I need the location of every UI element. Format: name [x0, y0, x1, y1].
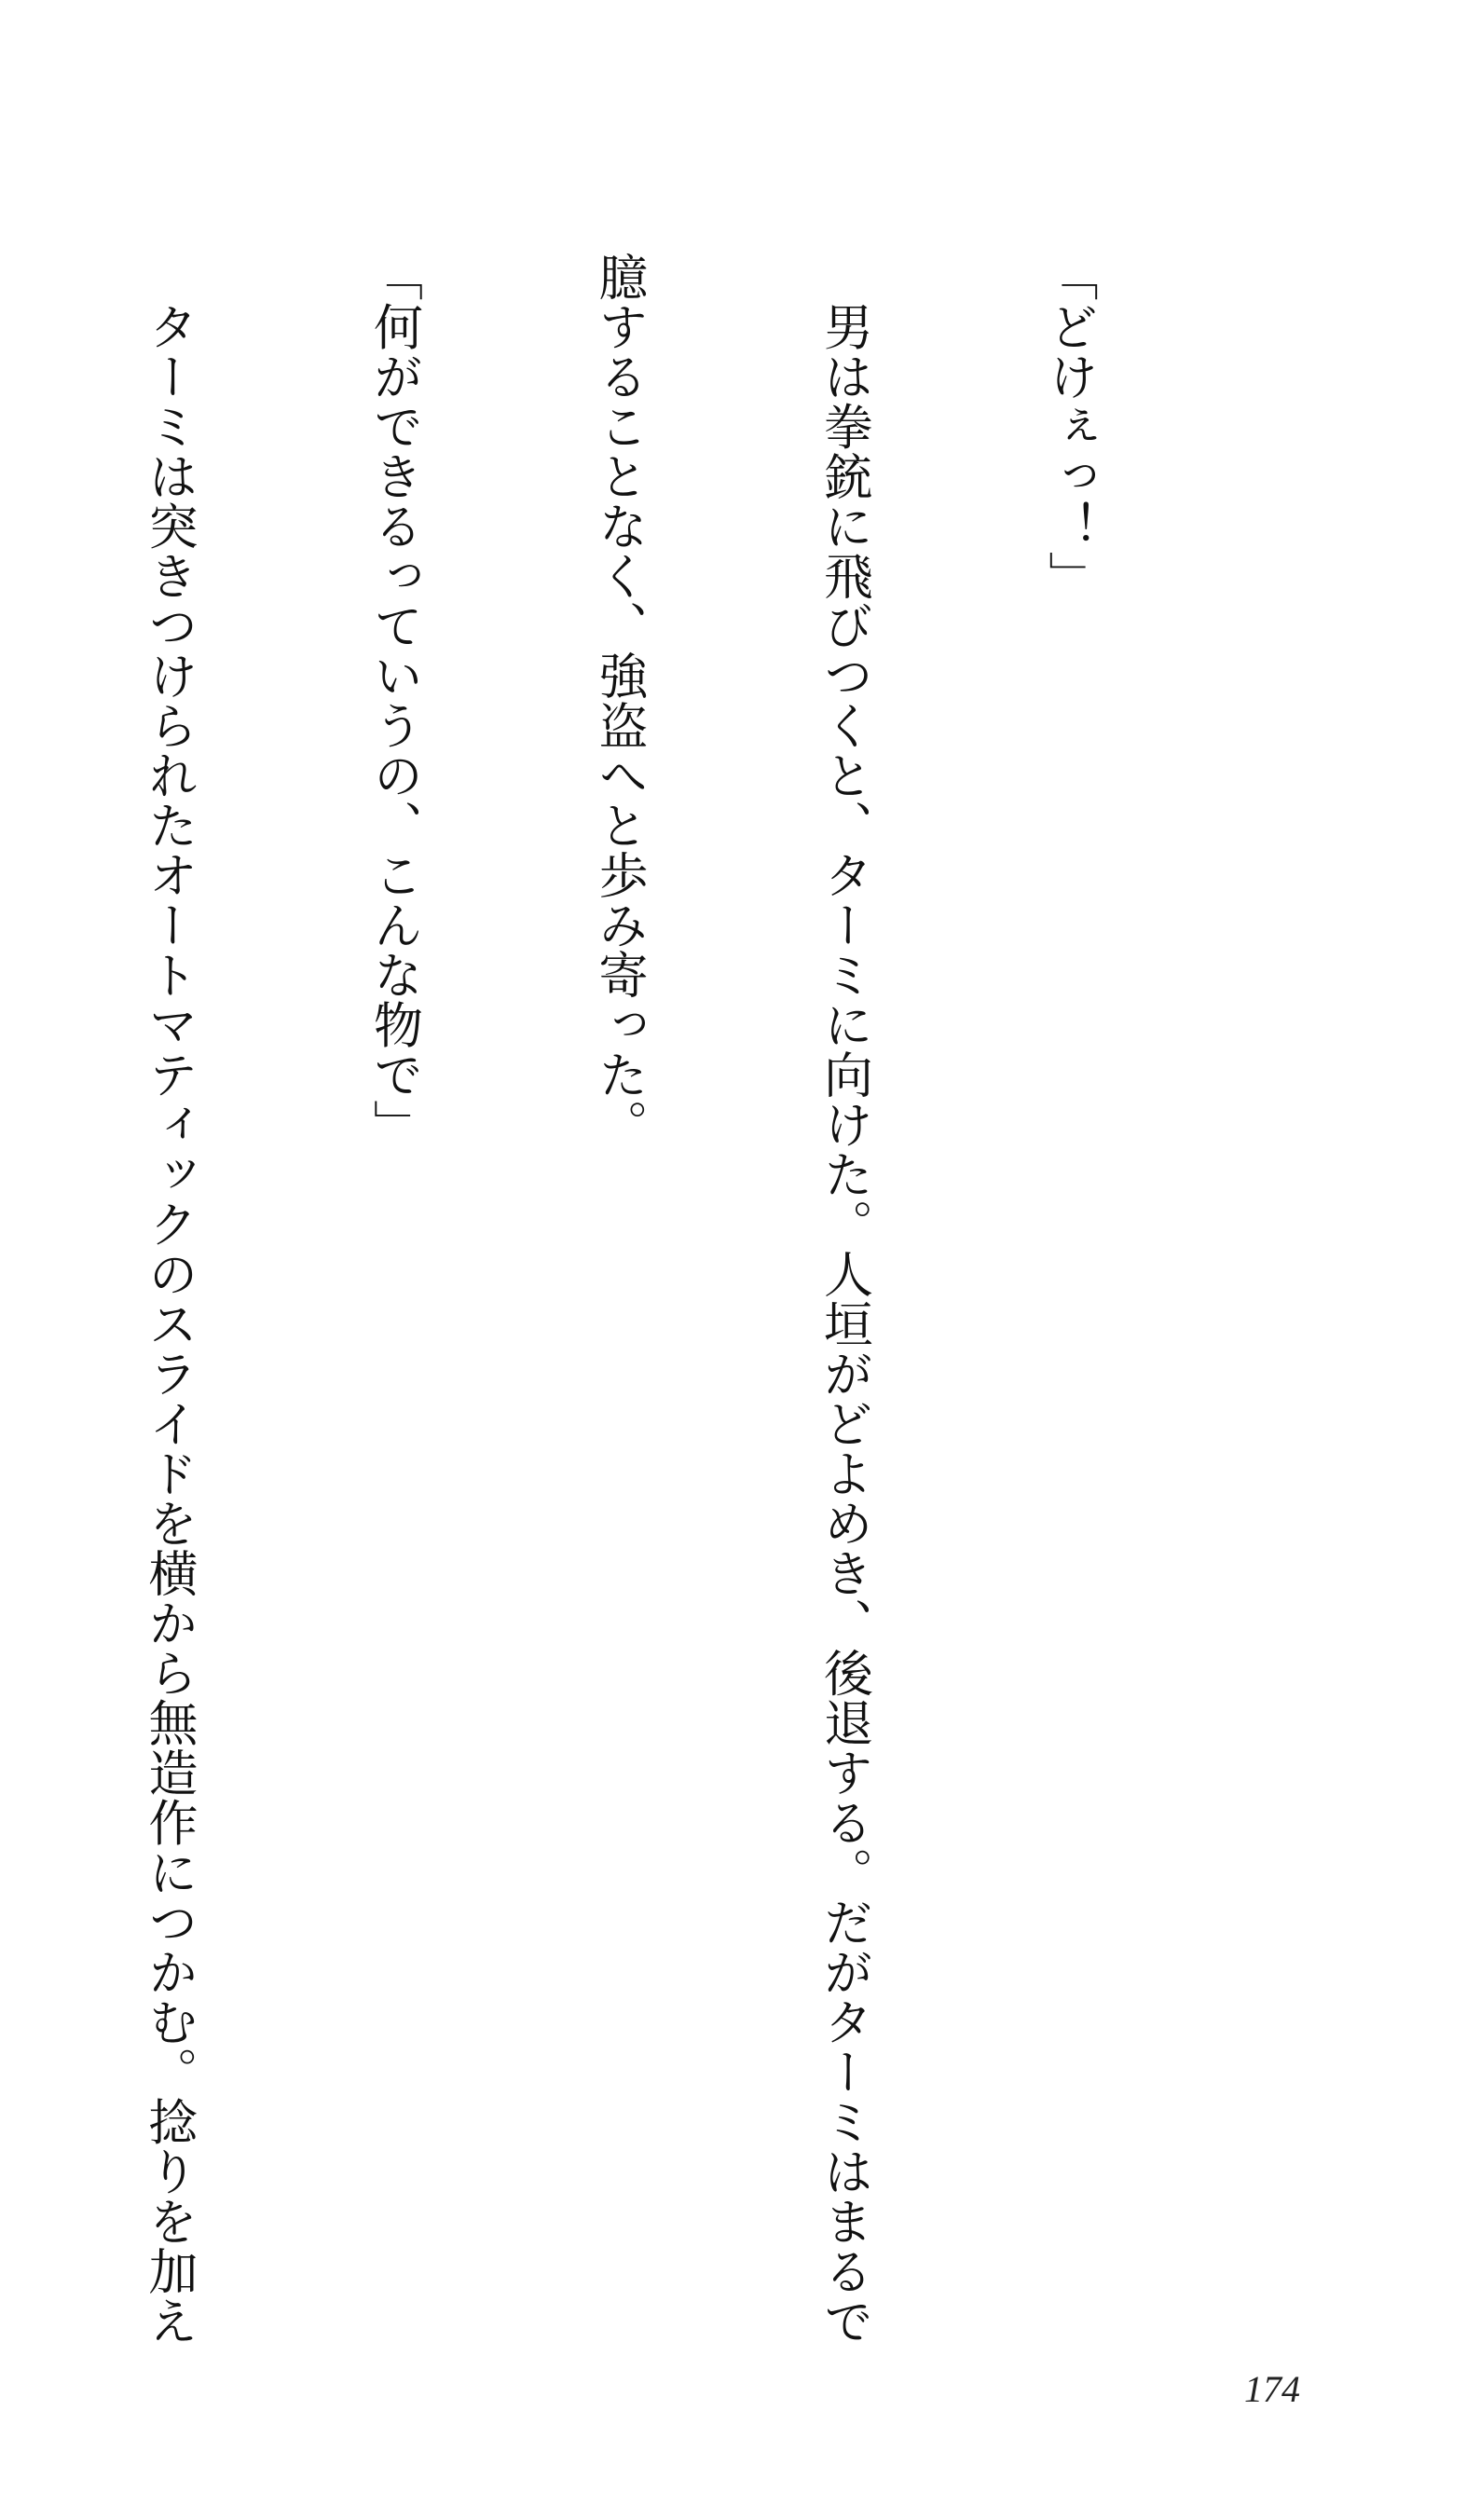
text-line-3: 臆することなく、強盗へと歩み寄った。 — [591, 252, 648, 1149]
vertical-text-block — [0, 252, 1256, 2346]
page-number: 174 — [1244, 2368, 1300, 2410]
text-line-5: ターミは突きつけられたオートマティックのスライドを横から無造作につかむ。捻りを加え — [141, 252, 198, 2346]
text-line-1: 「どけぇっ！」 — [1041, 252, 1098, 601]
text-line-2: 男は拳銃に飛びつくと、ターミに向けた。人垣がどよめき、後退する。だがターミはまるで — [815, 252, 873, 2346]
text-line-4: 「何ができるっていうの、こんな物で」 — [365, 252, 423, 1149]
